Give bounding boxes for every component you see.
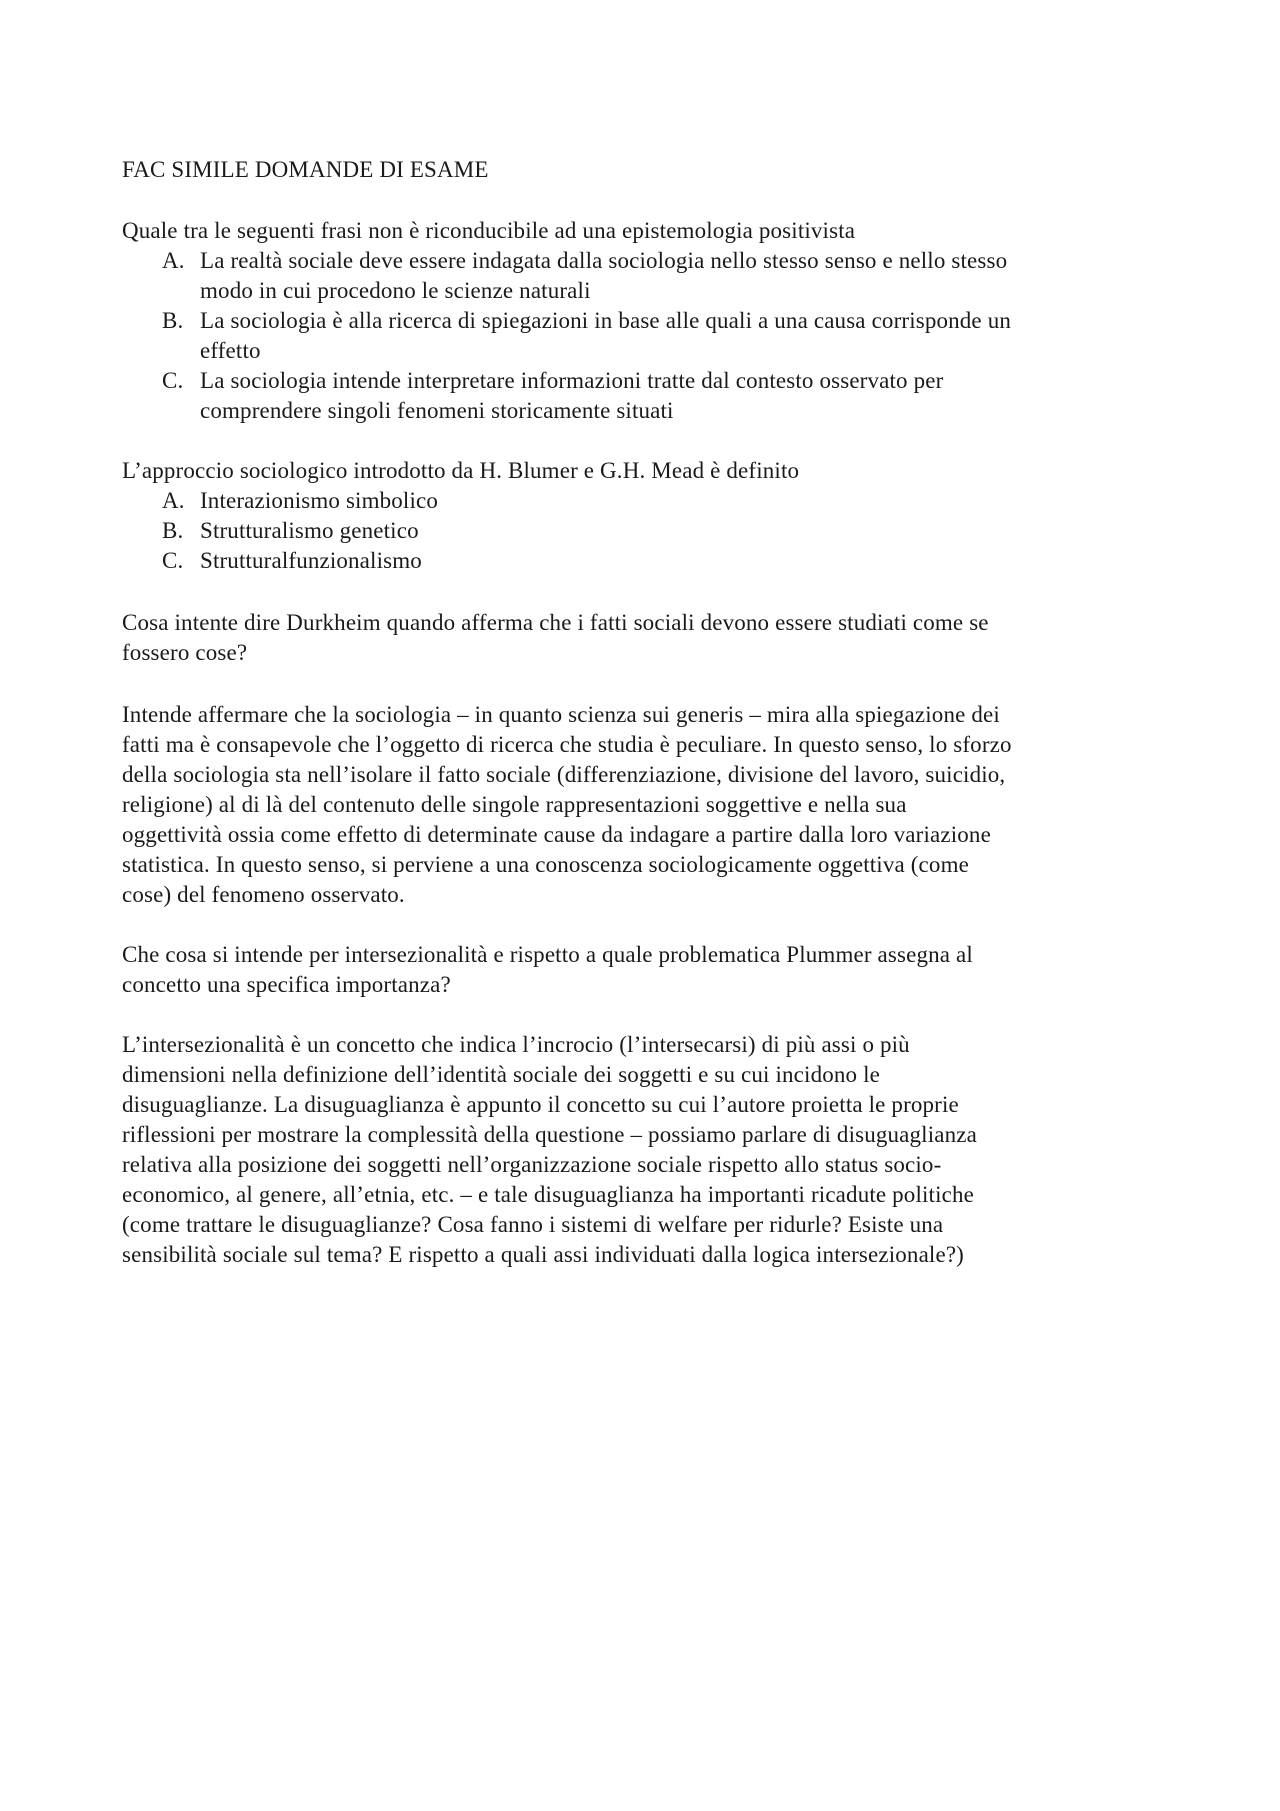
answer-4-text: L’intersezionalità è un concetto che indica l’incrocio (l’intersecarsi) di più assi o più [122, 1032, 910, 1057]
option-text: effetto [200, 338, 261, 363]
question-1-text: Quale tra le seguenti frasi non è riconducibile ad una epistemologia positivista [122, 218, 856, 243]
question-2-text: L’approccio sociologico introdotto da H. Blumer e G.H. Mead è definito [122, 458, 800, 483]
answer-4-text: (come trattare le disuguaglianze? Cosa fanno i sistemi di welfare per ridurle? Esiste una [122, 1212, 944, 1237]
answer-4-text: sensibilità sociale sul tema? E rispetto a quali assi individuati dalla logica intersezionale?) [122, 1242, 964, 1267]
question-1-options [122, 246, 1182, 426]
answer-4-text: riflessioni per mostrare la complessità della questione – possiamo parlare di disuguaglianza [122, 1122, 977, 1147]
answer-3-text: oggettività ossia come effetto di determinate cause da indagare a partire dalla loro variazione [122, 822, 991, 847]
answer-4-text: disuguaglianze. La disuguaglianza è appunto il concetto su cui l’autore proietta le proprie [122, 1092, 959, 1117]
option-text: La sociologia è alla ricerca di spiegazioni in base alle quali a una causa corrisponde un [200, 308, 1011, 333]
option-c [122, 546, 1182, 576]
answer-3-text: statistica. In questo senso, si perviene a una conoscenza sociologicamente oggettiva (come [122, 852, 969, 877]
answer-4-text: dimensioni nella definizione dell’identità sociale dei soggetti e su cui incidono le [122, 1062, 880, 1087]
option-text: La sociologia intende interpretare informazioni tratte dal contesto osservato per [200, 368, 944, 393]
option-b [122, 516, 1182, 546]
option-b [122, 306, 1182, 366]
option-text: modo in cui procedono le scienze naturali [200, 278, 591, 303]
answer-3-text: Intende affermare che la sociologia – in quanto scienza sui generis – mira alla spiegazione dei [122, 702, 1000, 727]
question-4 [122, 940, 1182, 1000]
option-marker: B. [162, 518, 184, 543]
answer-4-text: relativa alla posizione dei soggetti nell’organizzazione sociale rispetto allo status socio- [122, 1152, 942, 1177]
option-a [122, 246, 1182, 306]
answer-3-text: religione) al di là del contenuto delle singole rappresentazioni soggettive e nella sua [122, 792, 907, 817]
option-marker: C. [162, 548, 184, 573]
option-text: comprendere singoli fenomeni storicamente situati [200, 398, 674, 423]
question-3 [122, 608, 1182, 668]
option-c [122, 366, 1182, 426]
question-2 [122, 456, 1182, 486]
answer-4 [122, 1030, 1182, 1270]
answer-3 [122, 700, 1182, 910]
answer-3-text: cose) del fenomeno osservato. [122, 882, 405, 907]
title-text: FAC SIMILE DOMANDE DI ESAME [122, 157, 489, 182]
option-marker: A. [162, 248, 185, 273]
document-title [122, 155, 1182, 185]
option-marker: B. [162, 308, 184, 333]
option-text: La realtà sociale deve essere indagata dalla sociologia nello stesso senso e nello stesso [200, 248, 1008, 273]
answer-4-text: economico, al genere, all’etnia, etc. – e tale disuguaglianza ha importanti ricadute politiche [122, 1182, 974, 1207]
option-text: Strutturalfunzionalismo [200, 548, 422, 573]
option-a [122, 486, 1182, 516]
option-text: Strutturalismo genetico [200, 518, 419, 543]
question-3-text: fossero cose? [122, 640, 248, 665]
answer-3-text: della sociologia sta nell’isolare il fatto sociale (differenziazione, divisione del lavoro, suicidio, [122, 762, 1006, 787]
question-4-text: Che cosa si intende per intersezionalità e rispetto a quale problematica Plummer assegna al [122, 942, 973, 967]
option-marker: C. [162, 368, 184, 393]
option-marker: A. [162, 488, 185, 513]
question-2-options [122, 486, 1182, 576]
option-text: Interazionismo simbolico [200, 488, 439, 513]
question-4-text: concetto una specifica importanza? [122, 972, 451, 997]
answer-3-text: fatti ma è consapevole che l’oggetto di ricerca che studia è peculiare. In questo senso, lo sforzo [122, 732, 1012, 757]
question-3-text: Cosa intente dire Durkheim quando afferma che i fatti sociali devono essere studiati come se [122, 610, 989, 635]
question-1 [122, 216, 1182, 246]
